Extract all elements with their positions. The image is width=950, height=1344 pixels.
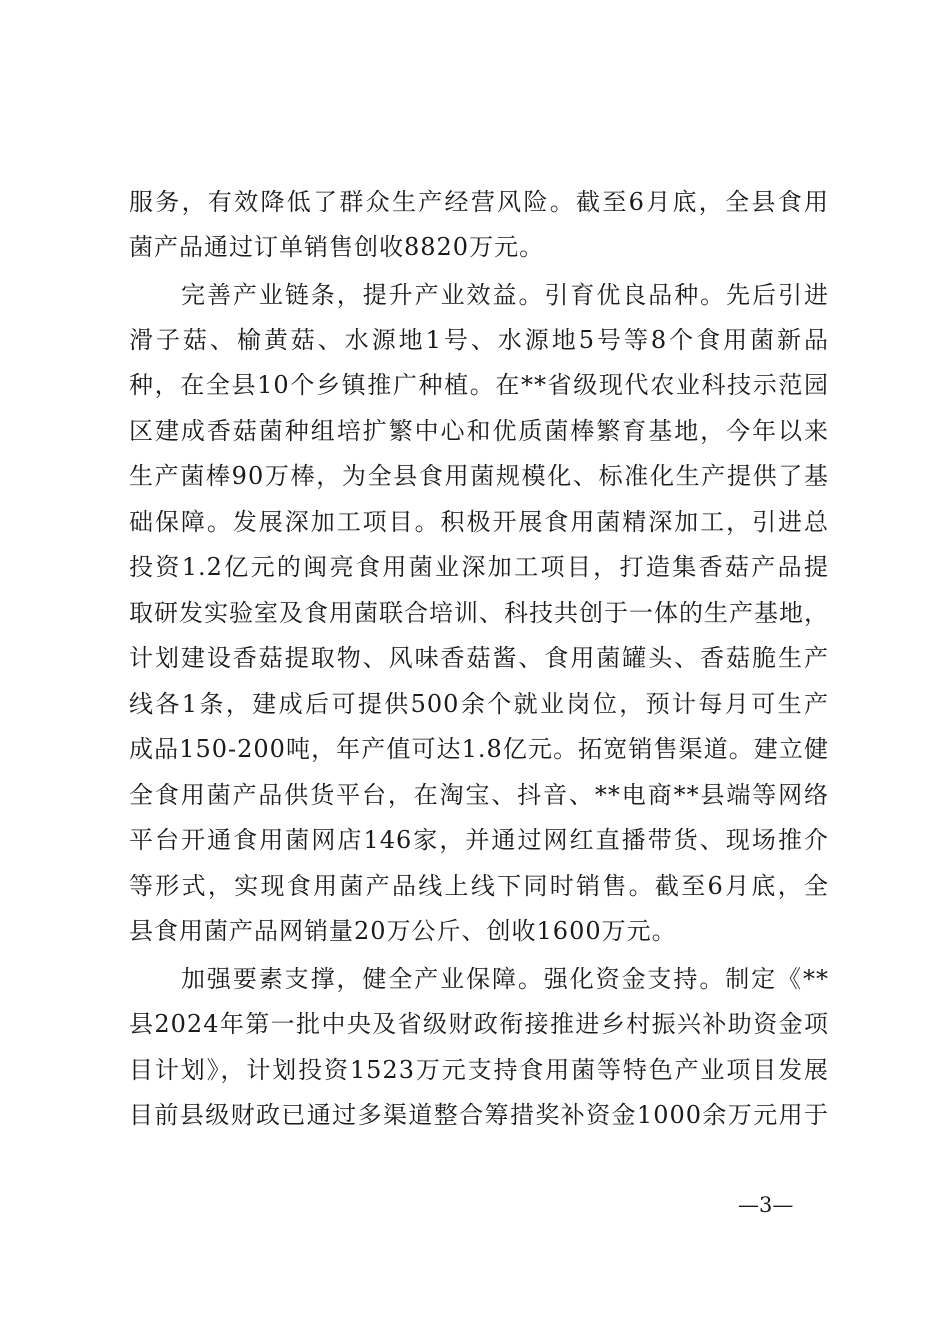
text-line: 平台开通食用菌网店146家，并通过网红直播带货、现场推介 xyxy=(129,826,829,854)
text-line: 生产菌棒90万棒，为全县食用菌规模化、标准化生产提供了基 xyxy=(129,462,829,490)
text-line: 全食用菌产品供货平台，在淘宝、抖音、**电商**县端等网络 xyxy=(129,781,829,809)
text-line: 成品150-200吨，年产值可达1.8亿元。拓宽销售渠道。建立健 xyxy=(129,735,829,763)
text-line: 县2024年第一批中央及省级财政衔接推进乡村振兴补助资金项 xyxy=(129,1010,829,1038)
text-line: 础保障。发展深加工项目。积极开展食用菌精深加工，引进总 xyxy=(129,508,829,536)
text-line: 种，在全县10个乡镇推广种植。在**省级现代农业科技示范园 xyxy=(129,371,829,399)
paragraph-first-line: 加强要素支撑，健全产业保障。强化资金支持。制定《** xyxy=(181,965,829,993)
paragraph-first-line: 完善产业链条，提升产业效益。引育优良品种。先后引进 xyxy=(181,281,829,309)
text-line: 取研发实验室及食用菌联合培训、科技共创于一体的生产基地， xyxy=(129,599,829,627)
page-number: —3— xyxy=(738,1193,794,1217)
text-line: 县食用菌产品网销量20万公斤、创收1600万元。 xyxy=(129,917,677,945)
text-line: 区建成香菇菌种组培扩繁中心和优质菌棒繁育基地，今年以来 xyxy=(129,417,829,445)
text-line: 菌产品通过订单销售创收8820万元。 xyxy=(129,233,545,261)
text-line: 滑子菇、榆黄菇、水源地1号、水源地5号等8个食用菌新品 xyxy=(129,326,829,354)
text-line: 计划建设香菇提取物、风味香菇酱、食用菌罐头、香菇脆生产 xyxy=(129,644,829,672)
text-line: 目前县级财政已通过多渠道整合筹措奖补资金1000余万元用于 xyxy=(129,1101,829,1129)
text-line: 投资1.2亿元的闽亮食用菌业深加工项目，打造集香菇产品提 xyxy=(129,553,829,581)
text-line: 等形式，实现食用菌产品线上线下同时销售。截至6月底，全 xyxy=(129,872,829,900)
text-line: 线各1条，建成后可提供500余个就业岗位，预计每月可生产 xyxy=(129,690,829,718)
text-line: 目计划》，计划投资1523万元支持食用菌等特色产业项目发展 xyxy=(129,1056,829,1084)
text-line: 服务，有效降低了群众生产经营风险。截至6月底，全县食用 xyxy=(129,188,829,216)
